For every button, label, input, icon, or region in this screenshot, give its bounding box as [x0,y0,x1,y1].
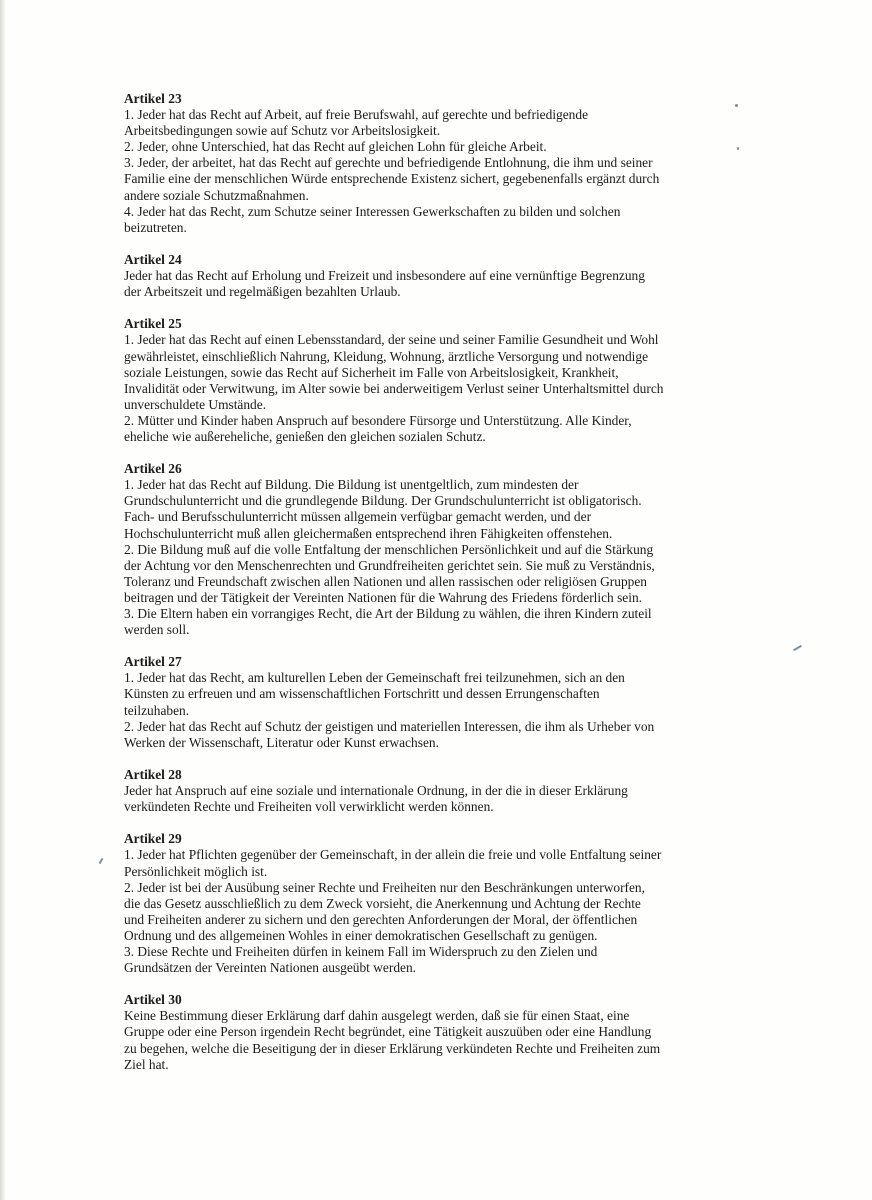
article-paragraph: 2. Die Bildung muß auf die volle Entfaltung der menschlichen Persönlichkeit und auf die Stärkung der Achtung vor den Menschenrechten und Grundfreiheiten gerichtet sein. Sie muß zu Verständnis, Toleranz und Freundschaft zwischen allen Nationen und allen rassischen oder religiösen Gruppen beitragen und der Tätigkeit der Vereinten Nationen für die Wahrung des Friedens förderlich sein. [124,541,655,605]
article-paragraph: 1. Jeder hat das Recht auf einen Lebensstandard, der seine und seiner Familie Gesundheit und Wohl gewährleistet, einschließlich Nahrung, Kleidung, Wohnung, ärztliche Versorgung und notwendige soziale Leistungen, sowie das Recht auf Sicherheit im Falle von Arbeitslosigkeit, Krankheit, Invalidität oder Verwitwung, im Alter sowie bei anderweitigem Verlust seiner Unterhaltsmittel durch unverschuldete Umstände. [124,332,664,412]
article-title: Artikel 28 [124,766,182,782]
article-paragraph: 2. Jeder ist bei der Ausübung seiner Rechte und Freiheiten nur den Beschränkungen unterworfen, die das Gesetz ausschließlich zu dem Zweck vorsieht, die Anerkennung und Achtung der Rechte und Freiheiten anderer zu sichern und den gerechten Anforderungen der Moral, der öffentlichen Ordnung und des allgemeinen Wohles in einer demokratischen Gesellschaft zu genügen. [124,879,645,943]
article-27 [124,654,664,751]
article-paragraph: 2. Mütter und Kinder haben Anspruch auf besondere Fürsorge und Unterstützung. Alle Kinder, eheliche wie außereheliche, genießen den gleichen sozialen Schutz. [124,412,632,444]
article-title: Artikel 29 [124,831,182,847]
scan-edge [0,0,6,1200]
scan-mark [793,645,802,651]
article-paragraph: 3. Jeder, der arbeitet, hat das Recht auf gerechte und befriedigende Entlohnung, die ihm und seiner Familie eine der menschlichen Würde entsprechende Existenz sichert, gegebenenfalls ergänzt durch andere soziale Schutzmaßnahmen. [124,155,660,203]
article-paragraph: 3. Die Eltern haben ein vorrangiges Recht, die Art der Bildung zu wählen, die ihren Kindern zuteil werden soll. [124,606,652,638]
article-paragraph: Jeder hat Anspruch auf eine soziale und internationale Ordnung, in der die in dieser Erklärung verkündeten Rechte und Freiheiten voll verwirklicht werden können. [124,783,628,815]
article-paragraph: 2. Jeder hat das Recht auf Schutz der geistigen und materiellen Interessen, die ihm als Urheber von Werken der Wissenschaft, Literatur oder Kunst erwachsen. [124,718,655,750]
article-paragraph: 1. Jeder hat Pflichten gegenüber der Gemeinschaft, in der allein die freie und volle Entfaltung seiner Persönlichkeit möglich ist. [124,847,662,879]
article-title: Artikel 26 [124,461,182,477]
article-28 [124,767,664,815]
article-title: Artikel 30 [124,992,182,1008]
scan-speck [735,104,738,107]
document-body [124,91,664,1089]
article-29 [124,831,664,976]
article-30 [124,992,664,1072]
scan-mark [99,858,104,864]
article-title: Artikel 25 [124,316,182,332]
article-paragraph: Jeder hat das Recht auf Erholung und Freizeit und insbesondere auf eine vernünftige Begrenzung der Arbeitszeit und regelmäßigen bezahlten Urlaub. [124,268,645,300]
scan-speck [737,147,739,150]
article-25 [124,316,664,445]
article-paragraph: 4. Jeder hat das Recht, zum Schutze seiner Interessen Gewerkschaften zu bilden und solchen beizutreten. [124,203,621,235]
article-24 [124,252,664,300]
article-paragraph: 1. Jeder hat das Recht auf Bildung. Die Bildung ist unentgeltlich, zum mindesten der Grundschulunterricht und die grundlegende Bildung. Der Grundschulunterricht ist obligatorisch. Fach- und Berufsschulunterricht müssen allgemein verfügbar gemacht werden, und der Hochschulunterricht muß allen gleichermaßen entsprechend ihren Fähigkeiten offenstehen. [124,477,642,541]
article-paragraph: 2. Jeder, ohne Unterschied, hat das Recht auf gleichen Lohn für gleiche Arbeit. [124,139,547,155]
article-title: Artikel 24 [124,251,182,267]
article-23 [124,91,664,236]
article-title: Artikel 27 [124,654,182,670]
article-26 [124,461,664,638]
article-paragraph: 1. Jeder hat das Recht, am kulturellen Leben der Gemeinschaft frei teilzunehmen, sich an den Künsten zu erfreuen und am wissenschaftlichen Fortschritt und dessen Errungenschaften teilzuhaben. [124,670,625,718]
article-paragraph: 3. Diese Rechte und Freiheiten dürfen in keinem Fall im Widerspruch zu den Zielen und Grundsätzen der Vereinten Nationen ausgeübt werden. [124,943,598,976]
article-title: Artikel 23 [124,91,182,106]
article-paragraph: Keine Bestimmung dieser Erklärung darf dahin ausgelegt werden, daß sie für einen Staat, eine Gruppe oder eine Person irgendein Recht begründet, eine Tätigkeit auszuüben oder eine Handlung zu begehen, welche die Beseitigung der in dieser Erklärung verkündeten Rechte und Freiheiten zum Ziel hat. [124,1008,661,1072]
article-paragraph: 1. Jeder hat das Recht auf Arbeit, auf freie Berufswahl, auf gerechte und befriedigende Arbeitsbedingungen sowie auf Schutz vor Arbeitslosigkeit. [124,107,589,139]
